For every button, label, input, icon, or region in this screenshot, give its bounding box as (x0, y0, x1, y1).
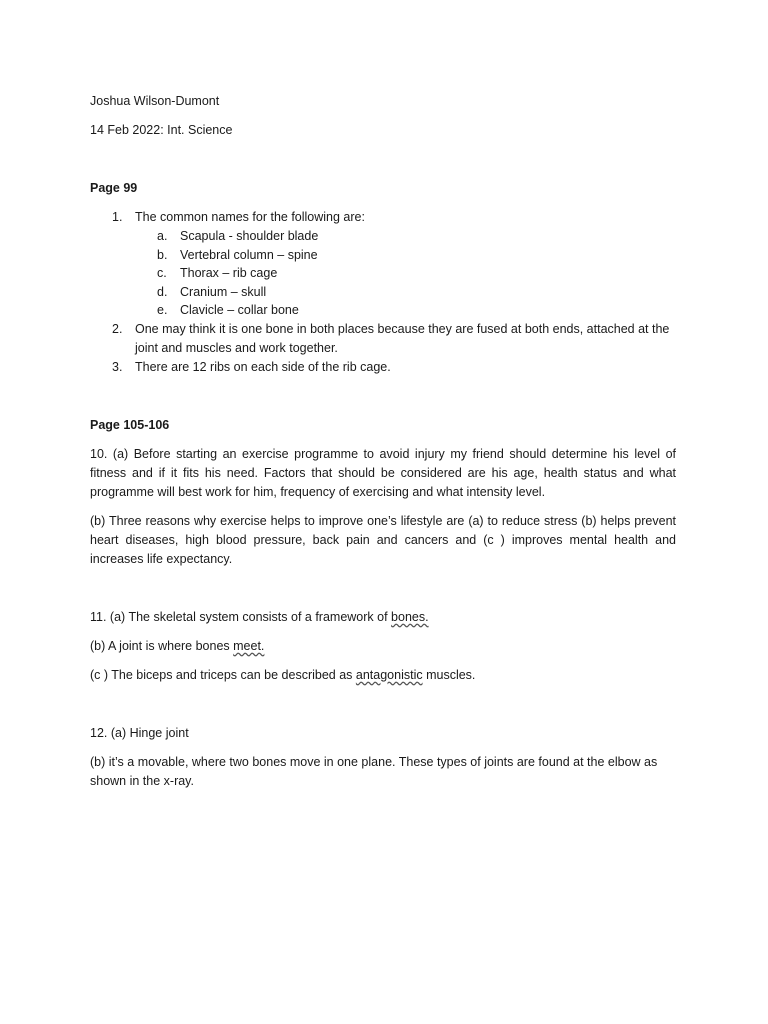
question-11b-answer: meet. (233, 638, 265, 653)
question-12a: 12. (a) Hinge joint (90, 725, 189, 740)
question-11c (90, 666, 676, 685)
question-2 (90, 320, 676, 358)
item-letter: e. (157, 303, 168, 317)
list-item (135, 283, 676, 302)
question-11b-text: (b) A joint is where bones (90, 638, 234, 653)
question-1-number: 1. (112, 210, 123, 224)
list-item (135, 301, 676, 320)
item-text: Scapula - shoulder blade (180, 229, 319, 243)
author-name: Joshua Wilson-Dumont (90, 94, 220, 108)
page-99-answers (90, 208, 676, 377)
item-letter: b. (157, 247, 168, 262)
item-text: Cranium – skull (180, 284, 267, 299)
question-3-text: There are 12 ribs on each side of the rib cage. (135, 359, 391, 374)
page-99-heading: Page 99 (90, 181, 138, 195)
question-11c-text: (c ) The biceps and triceps can be described as (90, 667, 356, 682)
question-11a-text: 11. (a) The skeletal system consists of a framework of (90, 609, 392, 624)
date-subject: 14 Feb 2022: Int. Science (90, 123, 233, 137)
item-text: Clavicle – collar bone (180, 303, 299, 317)
question-10b: (b) Three reasons why exercise helps to improve one’s lifestyle are (a) to reduce stress (b) helps prevent heart diseases, high blood pressure, back pain and cancers and (c ) improves mental health and increases life expectancy. (90, 513, 676, 566)
question-11b (90, 637, 676, 656)
list-item (135, 246, 676, 265)
question-11a-answer: bones. (391, 609, 429, 624)
question-11c-answer: antagonistic (355, 667, 423, 682)
question-3 (90, 358, 676, 377)
question-3-number: 3. (112, 359, 123, 374)
question-2-text: One may think it is one bone in both places because they are fused at both ends, attached at the joint and muscles and work together. (135, 321, 670, 355)
item-letter: d. (157, 284, 168, 299)
item-letter: a. (157, 229, 168, 243)
question-2-number: 2. (112, 321, 123, 336)
list-item (135, 264, 676, 283)
list-item (135, 227, 676, 246)
document-page (90, 92, 676, 791)
question-11c-suffix: muscles. (422, 667, 476, 682)
item-letter: c. (157, 266, 167, 280)
item-text: Thorax – rib cage (180, 266, 278, 280)
question-1-text: The common names for the following are: (135, 210, 365, 224)
page-105-heading: Page 105-106 (90, 417, 170, 432)
item-text: Vertebral column – spine (180, 247, 318, 262)
question-10a: 10. (a) Before starting an exercise programme to avoid injury my friend should determine his level of fitness and if it fits his need. Factors that should be considered are his age, health status and what programme will best work for him, frequency of exercising and what intensity level. (90, 446, 676, 499)
question-11a (90, 608, 676, 627)
common-names-list (135, 227, 676, 320)
question-1 (90, 208, 676, 320)
question-12b: (b) it’s a movable, where two bones move in one plane. These types of joints are found at the elbow as shown in the x-ray. (90, 754, 658, 788)
